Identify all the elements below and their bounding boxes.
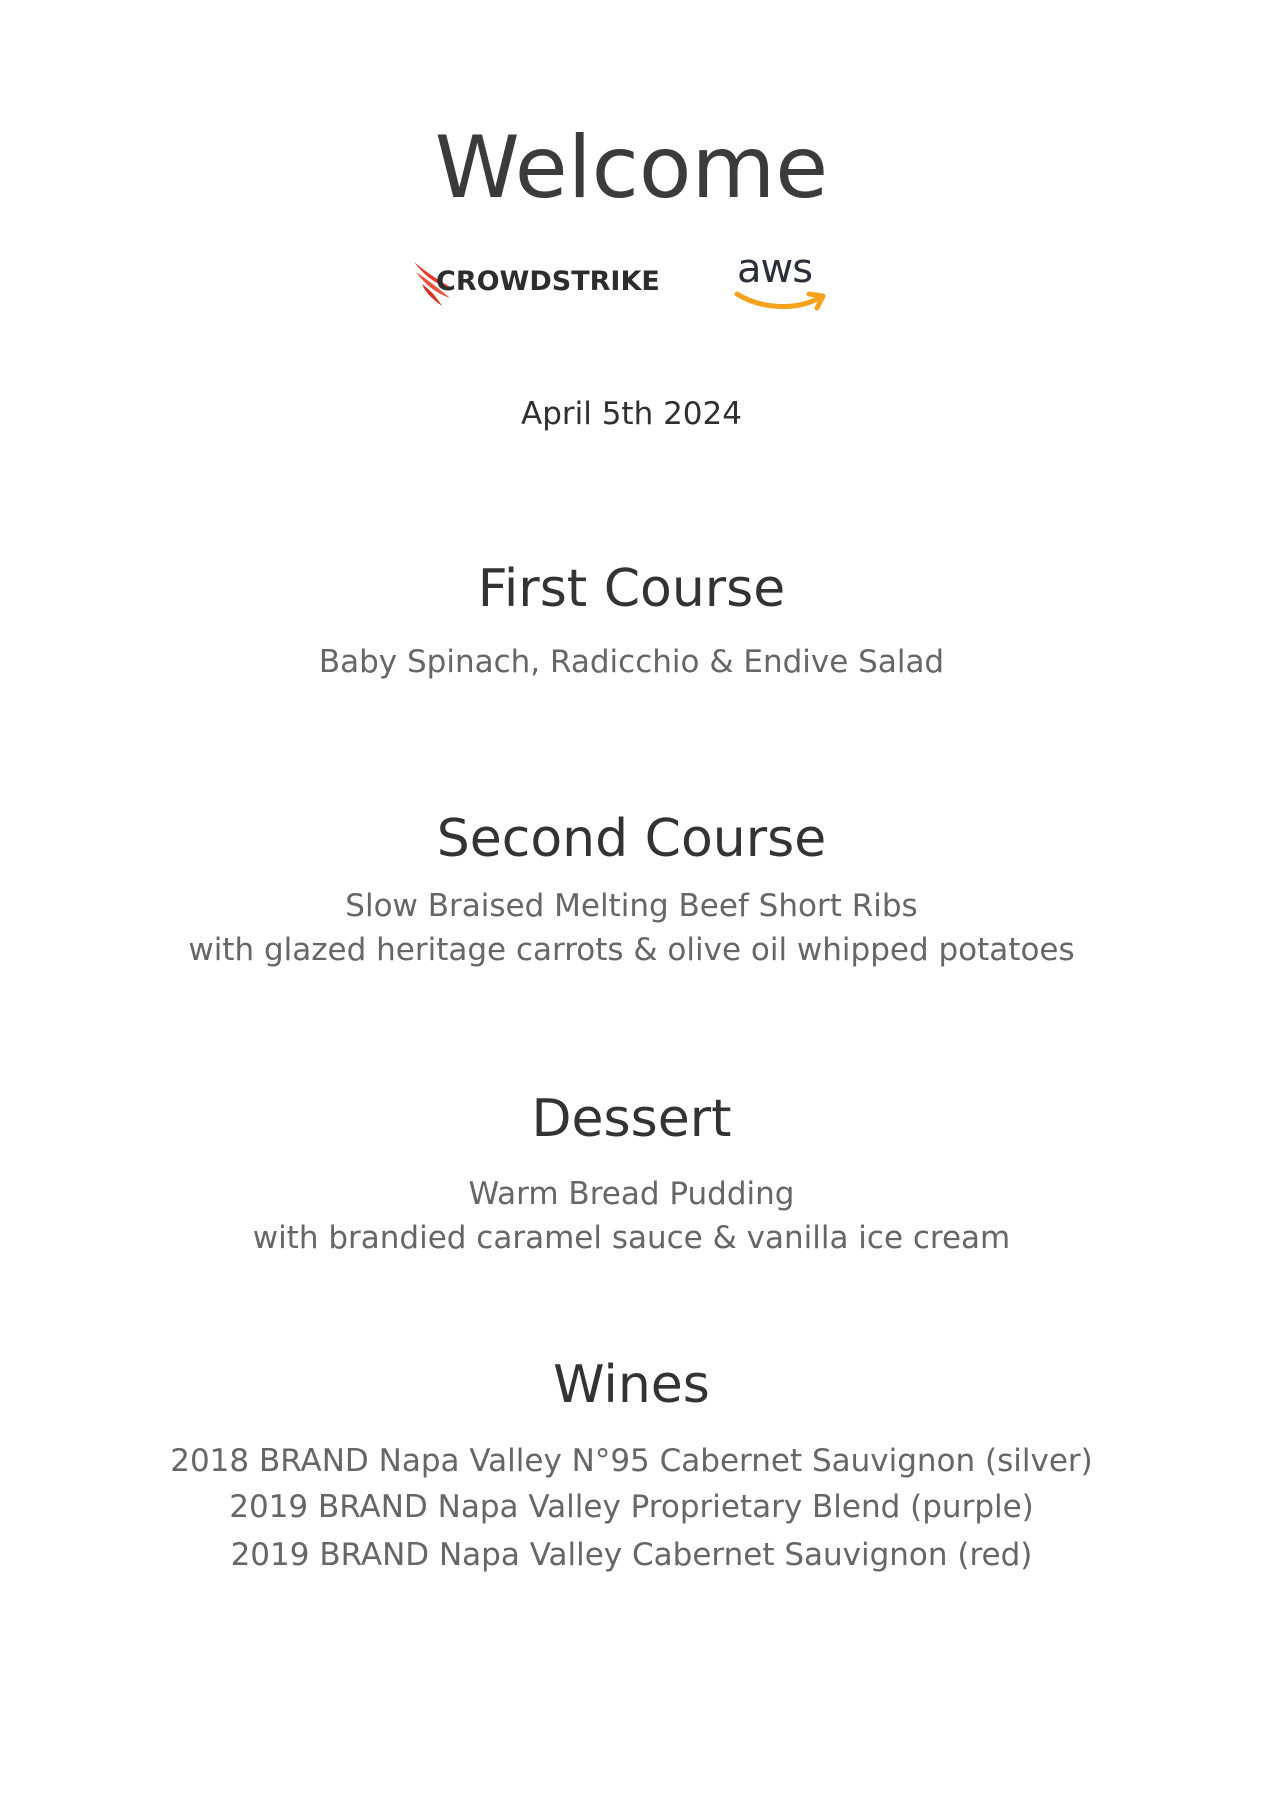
page-title: Welcome bbox=[434, 118, 829, 218]
event-date: April 5th 2024 bbox=[521, 396, 742, 432]
second-course-line: Slow Braised Melting Beef Short Ribs bbox=[345, 888, 918, 924]
aws-wordmark: aws bbox=[737, 246, 813, 292]
amazon-smile-arrow-icon bbox=[733, 288, 829, 314]
second-course-title: Second Course bbox=[436, 809, 827, 869]
wine-item: 2018 BRAND Napa Valley N°95 Cabernet Sauvignon (silver) bbox=[170, 1443, 1093, 1479]
partner-logos bbox=[0, 246, 1263, 322]
crowdstrike-logo bbox=[412, 258, 672, 308]
dessert-line: Warm Bread Pudding bbox=[468, 1176, 795, 1212]
crowdstrike-wordmark: CROWDSTRIKE bbox=[436, 266, 660, 297]
wine-item: 2019 BRAND Napa Valley Cabernet Sauvignon (red) bbox=[230, 1537, 1033, 1573]
first-course-title: First Course bbox=[477, 559, 786, 619]
dessert-title: Dessert bbox=[531, 1089, 732, 1149]
wine-item: 2019 BRAND Napa Valley Proprietary Blend (purple) bbox=[229, 1489, 1034, 1525]
second-course-line: with glazed heritage carrots & olive oil whipped potatoes bbox=[188, 932, 1075, 968]
aws-logo bbox=[733, 246, 833, 322]
first-course-line: Baby Spinach, Radicchio & Endive Salad bbox=[318, 644, 945, 680]
dessert-line: with brandied caramel sauce & vanilla ice cream bbox=[252, 1220, 1011, 1256]
wines-title: Wines bbox=[553, 1355, 710, 1415]
